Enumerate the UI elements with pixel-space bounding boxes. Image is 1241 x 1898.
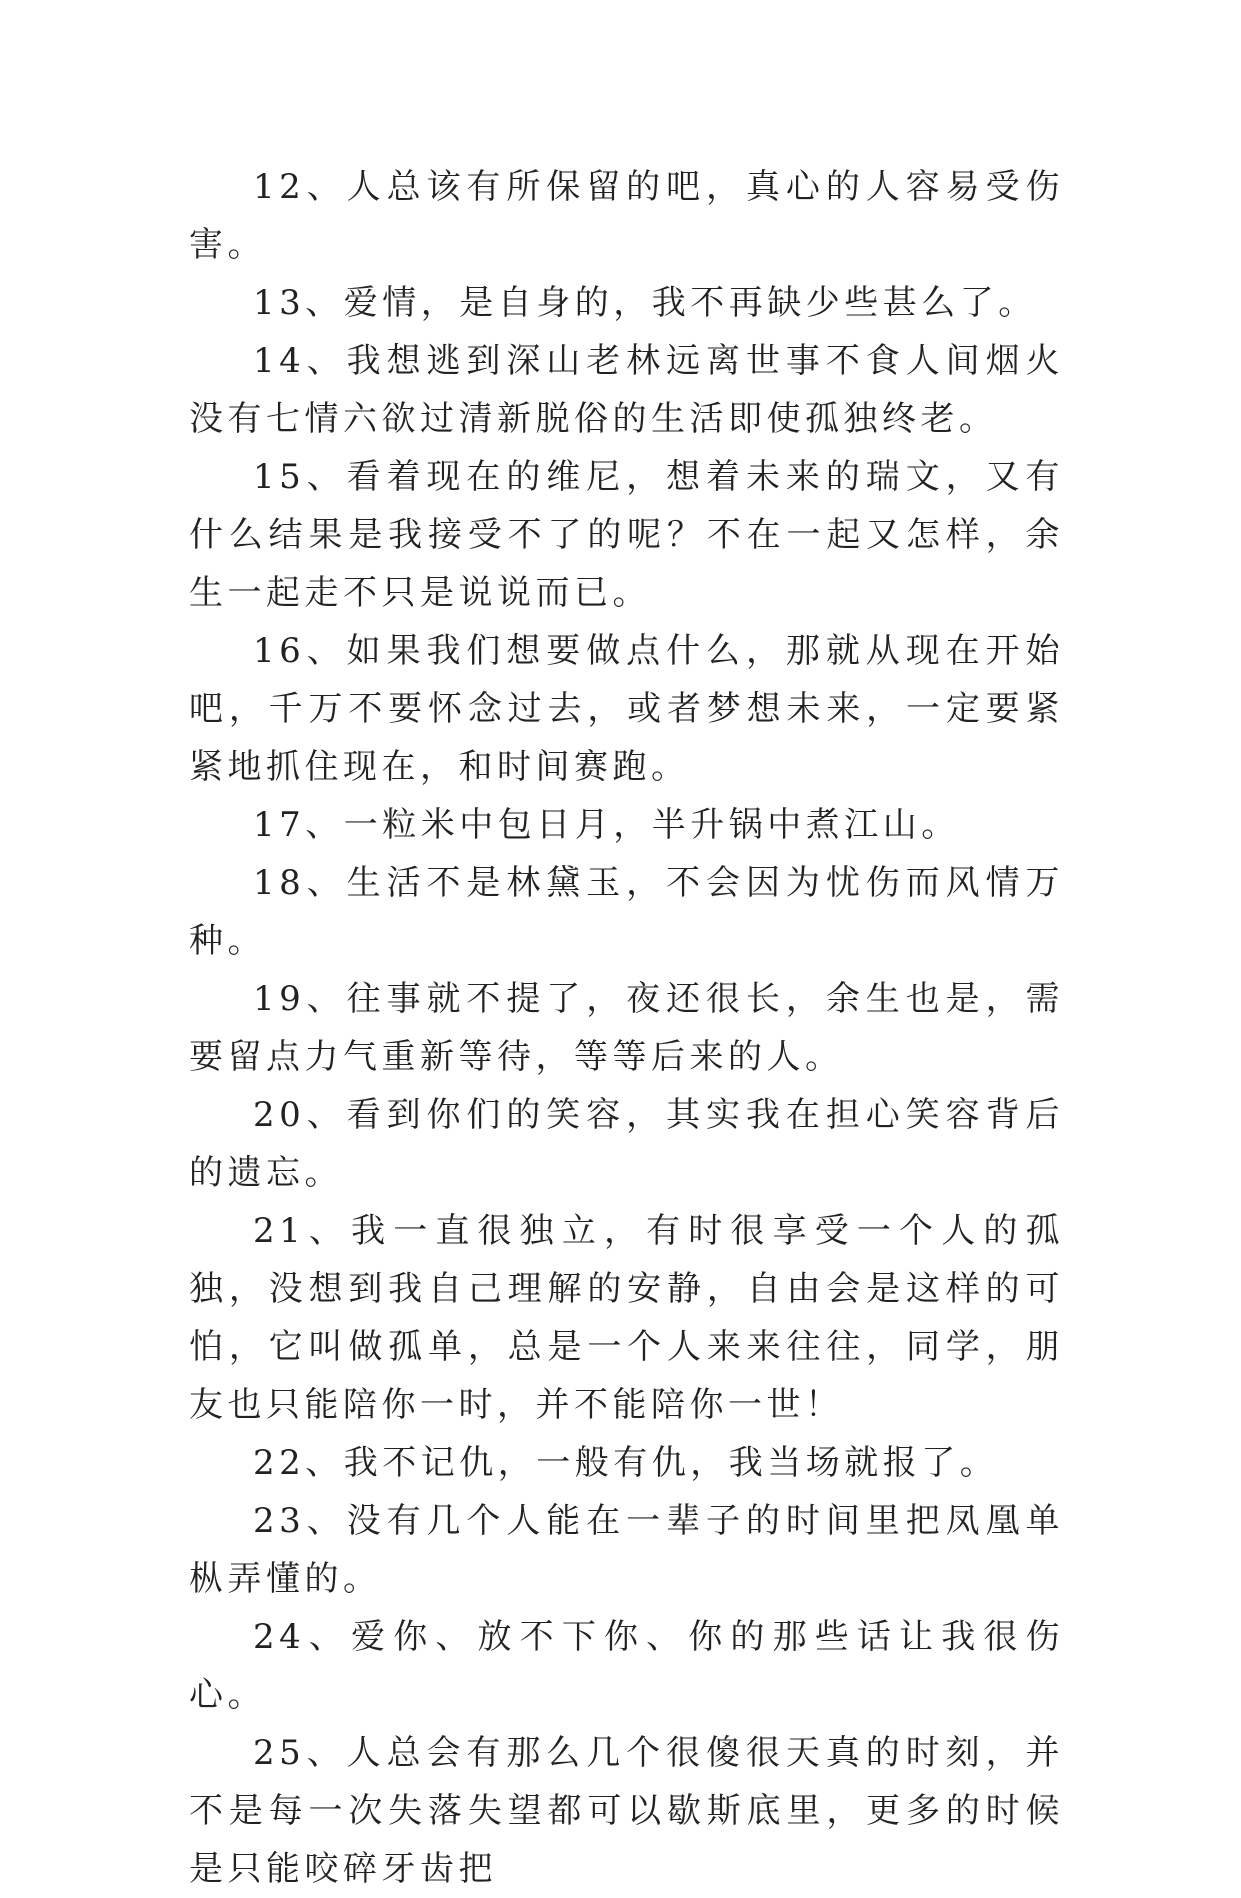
paragraph-14: 14、我想逃到深山老林远离世事不食人间烟火没有七情六欲过清新脱俗的生活即使孤独终老。: [189, 341, 1064, 439]
paragraph-16: 16、如果我们想要做点什么，那就从现在开始吧，千万不要怀念过去，或者梦想未来，一定要紧紧地抓住现在，和时间赛跑。: [189, 631, 1064, 787]
paragraph-18: 18、生活不是林黛玉，不会因为忧伤而风情万种。: [189, 863, 1064, 961]
paragraph-25: 25、人总会有那么几个很傻很天真的时刻，并不是每一次失落失望都可以歇斯底里，更多的时候是只能咬碎牙齿把: [189, 1733, 1064, 1889]
paragraph-21: 21、我一直很独立，有时很享受一个人的孤独，没想到我自己理解的安静，自由会是这样的可怕，它叫做孤单，总是一个人来来往往，同学，朋友也只能陪你一时，并不能陪你一世！: [189, 1211, 1064, 1425]
paragraph-19: 19、往事就不提了，夜还很长，余生也是，需要留点力气重新等待，等等后来的人。: [189, 979, 1064, 1077]
paragraph-15: 15、看着现在的维尼，想着未来的瑞文，又有什么结果是我接受不了的呢？不在一起又怎样，余生一起走不只是说说而已。: [189, 457, 1064, 613]
paragraph-20: 20、看到你们的笑容，其实我在担心笑容背后的遗忘。: [189, 1095, 1064, 1193]
paragraph-22: 22、我不记仇，一般有仇，我当场就报了。: [253, 1443, 999, 1483]
paragraph-17: 17、一粒米中包日月，半升锅中煮江山。: [253, 805, 960, 845]
paragraph-13: 13、爱情，是自身的，我不再缺少些甚么了。: [253, 283, 1037, 323]
paragraph-24: 24、爱你、放不下你、你的那些话让我很伤心。: [189, 1617, 1064, 1715]
document-body: [189, 158, 1064, 1898]
paragraph-23: 23、没有几个人能在一辈子的时间里把凤凰单枞弄懂的。: [189, 1501, 1064, 1599]
paragraph-12: 12、人总该有所保留的吧，真心的人容易受伤害。: [189, 167, 1064, 265]
